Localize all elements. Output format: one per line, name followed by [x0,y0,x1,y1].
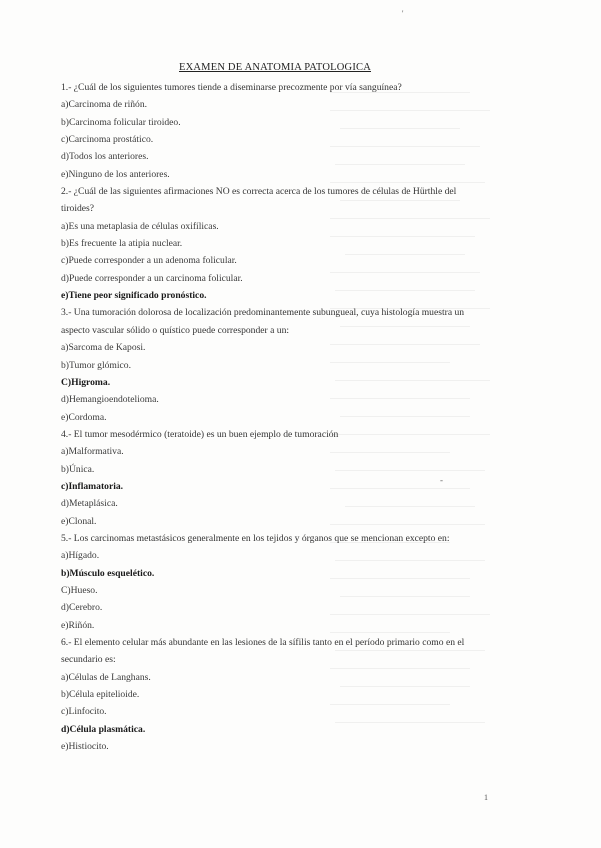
answer-option: a)Sarcoma de Kaposi. [61,342,146,354]
question-text: 6.- El elemento celular más abundante en las lesiones de la sífilis tanto en el período primario como en el [61,637,465,648]
answer-option: d)Metaplásica. [61,498,118,510]
page-number: 1 [484,793,488,802]
answer-option: e)Cordoma. [61,411,107,423]
answer-option: d)Todos los anteriores. [61,151,149,163]
answer-option: a)Malformativa. [61,446,124,458]
answer-option: d)Cerebro. [61,602,103,614]
answer-option: a)Es una metaplasia de células oxifílicas. [61,220,219,232]
answer-option: e)Clonal. [61,515,97,527]
question-block [61,426,501,530]
stray-mark: - [440,475,443,485]
answer-option: e)Riñón. [61,619,95,631]
answer-option: C)Higroma. [61,376,111,388]
top-mark: ' [402,9,404,18]
page-title: EXAMEN DE ANATOMIA PATOLOGICA [179,62,371,73]
question-text: aspecto vascular sólido o quístico puede corresponder a un: [61,324,290,336]
answer-option: e)Tiene peor significado pronóstico. [61,290,207,302]
question-text: 5.- Los carcinomas metastásicos generalmente en los tejidos y órganos que se mencionan excepto en: [61,532,450,544]
answer-option: C)Hueso. [61,584,98,596]
answer-option: c)Carcinoma prostático. [61,134,154,146]
question-list [61,79,501,755]
question-text: 1.- ¿Cuál de los siguientes tumores tiende a diseminarse precozmente por vía sanguínea? [61,82,402,93]
answer-option: c)Inflamatoria. [61,480,124,492]
answer-option: e)Ninguno de los anteriores. [61,168,170,180]
answer-option: b)Músculo esquelético. [61,567,155,579]
answer-option: c)Puede corresponder a un adenoma folicular. [61,255,237,267]
question-block [61,304,501,425]
question-text: 2.- ¿Cuál de las siguientes afirmaciones NO es correcta acerca de los tumores de células de Hürthle del [61,186,457,198]
question-text: 4.- El tumor mesodérmico (teratoide) es un buen ejemplo de tumoración [61,428,339,440]
answer-option: b)Única. [61,463,95,475]
question-text: secundario es: [61,654,116,666]
answer-option: d)Hemangioendotelioma. [61,394,159,406]
answer-option: b)Carcinoma folicular tiroideo. [61,116,181,128]
answer-option: a)Células de Langhans. [61,671,151,683]
question-block [61,79,501,183]
question-block [61,183,501,304]
answer-option: c)Linfocito. [61,706,107,718]
answer-option: d)Célula plasmática. [61,723,146,735]
question-block [61,634,501,755]
answer-option: b)Es frecuente la atipia nuclear. [61,238,183,250]
answer-option: a)Hígado. [61,550,100,562]
answer-option: a)Carcinoma de riñón. [61,99,148,111]
question-text: 3.- Una tumoración dolorosa de localización predominantemente subungueal, cuya histología muestra un [61,307,465,319]
question-block [61,530,501,634]
answer-option: b)Célula epitelioide. [61,689,140,701]
answer-option: b)Tumor glómico. [61,359,132,371]
question-text: tiroides? [61,203,95,215]
answer-option: d)Puede corresponder a un carcinoma folicular. [61,272,243,284]
answer-option: e)Histiocito. [61,741,109,753]
